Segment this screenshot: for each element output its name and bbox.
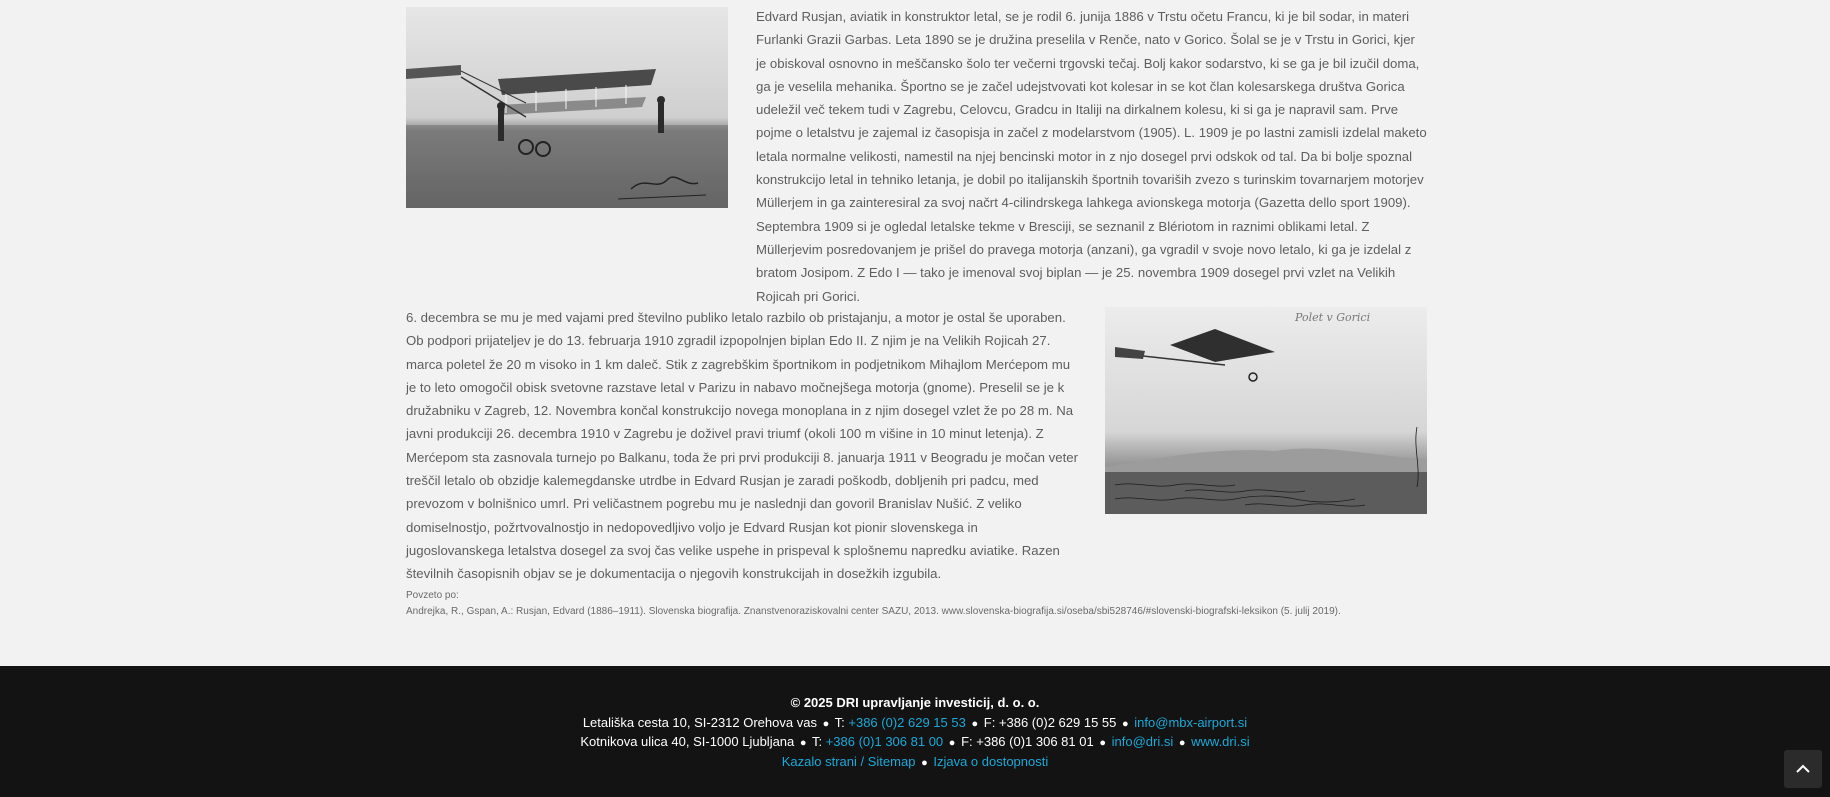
- photo-caption: Polet v Gorici: [1295, 311, 1371, 324]
- article-paragraph-1: Edvard Rusjan, aviatik in konstruktor letal, se je rodil 6. junija 1886 v Trstu očetu Francu, ki je bil sodar, in materi Furlanki Grazii Garbas. Leta 1890 se je družina preselila v Renče, nato v Gorico. Šolal se je v Trstu in Gorici, kjer je obiskoval osnovno in meščansko šolo ter večerni trgovski tečaj. Bolj kakor sodarstvo, ki se ga je bil izučil doma, ga je veselila mehanika. Športno se je začel udejstvovati kot kolesar in se kot član kolesarskega društva Gorica udeležil več tekem tudi v Zagrebu, Celovcu, Gradcu in Italiji na dirkalnem kolesu, ki si ga je napravil sam. Prve pojme o letalstvu je zajemal iz časopisja in začel z modelarstvom (1905). L. 1909 je po lastni zamisli izdelal maketo letala normalne velikosti, namestil na njej bencinski motor in z njo dosegel prvi odskok od tal. Da bi bolje spoznal konstrukcijo letal in tehniko letanja, je dobil po italijanskih športnih tovariših zvezo s turinskim tovarnarjem motorjev Müllerjem in ga zainteresiral za svoj načrt 4-cilindrskega lahkega avionskega motorja (Gazetta dello sport 1909). Septembra 1909 si je ogledal letalske tekme v Bresciji, se seznanil z Blériotom in raznimi oblikami letal. Z Müllerjevim posredovanjem je prišel do pravega motorja (anzani), ga vgradil v svoje novo letalo, ki ga je izdelal z bratom Josipom. Z Edo I — tako je imenoval svoj biplan — je 25. novembra 1909 dosegel prvi vzlet na Velikih Rojicah pri Gorici.: [756, 9, 1427, 304]
- bullet-separator: ●: [1178, 737, 1186, 749]
- monoplane-illustration: [1105, 307, 1427, 514]
- website-link[interactable]: www.dri.si: [1191, 734, 1250, 749]
- phone-label: T:: [834, 715, 845, 730]
- email-link-maribor[interactable]: info@mbx-airport.si: [1134, 715, 1248, 730]
- bullet-separator: ●: [1099, 737, 1106, 749]
- phone-link-maribor[interactable]: +386 (0)2 629 15 53: [848, 715, 966, 730]
- back-to-top-button[interactable]: [1784, 750, 1822, 788]
- bullet-separator: ●: [921, 757, 928, 769]
- bullet-separator: ●: [971, 718, 979, 730]
- rusjan-monoplane-photo: [1105, 307, 1427, 514]
- rusjan-biplane-photo: [406, 7, 728, 208]
- source-reference: [406, 588, 1428, 620]
- footer-links: [0, 752, 1830, 773]
- article-paragraph-2: 6. decembra se mu je med vajami pred številno publiko letalo razbilo ob pristajanju, a motor je ostal še uporaben. Ob podpori prijateljev je do 13. februarja 1910 zgradil izpopolnjen biplan Edo II. Z njim je na Velikih Rojicah 27. marca poletel že 20 m visoko in 1 km daleč. Stik z zagrebškim športnikom in podjetnikom Mihajlom Merćepom mu je to leto omogočil obisk svetovne razstave letal v Parizu in nabavo močnejšega motorja (gnome). Preselil se je k družabniku v Zagreb, 12. Novembra končal konstrukcijo novega monoplana in z njim dosegel vzlet že po 28 m. Na javni produkciji 26. decembra 1910 v Zagrebu je doživel pravi triumf (okoli 100 m višine in 10 minut letenja). Z Merćepom sta zasnovala turnejo po Balkanu, toda že pri prvi produkciji 8. januarja 1911 v Beogradu je močan veter treščil letalo ob obzidje kalemegdanske utrdbe in Edvard Rusjan je zaradi poškodb, dobljenih pri padcu, med prevozom v bolnišnico umrl. Pri veličastnem pogrebu mu je naslednji dan govoril Branislav Nušić. Z veliko domiselnostjo, požrtvovalnostjo in nedopovedljivo voljo je Edvard Rusjan kot pionir slovenskega in jugoslovanskega letalstva dosegel za svoj čas velike uspehe in prispeval k splošnemu napredku aviatike. Razen številnih časopisnih objav se je dokumentacija o njegovih konstrukcijah in dosežkih izgubila.: [406, 310, 1078, 582]
- bullet-separator: ●: [799, 737, 807, 749]
- site-footer: [0, 666, 1830, 797]
- footer-contact-ljubljana: [0, 732, 1830, 753]
- source-label: Povzeto po:: [406, 590, 459, 601]
- source-citation: Andrejka, R., Gspan, A.: Rusjan, Edvard (1886–1911). Slovenska biografija. Znanstvenoraziskovalni center SAZU, 2013. www.slovenska-biografija.si/oseba/sbi528746/#slovenski-biografski-leksikon (5. julij 2019).: [406, 606, 1341, 617]
- address-ljubljana: Kotnikova ulica 40, SI-1000 Ljubljana: [580, 734, 795, 749]
- sitemap-link[interactable]: Kazalo strani / Sitemap: [781, 754, 916, 769]
- email-link-ljubljana[interactable]: info@dri.si: [1111, 734, 1174, 749]
- accessibility-statement-link[interactable]: Izjava o dostopnosti: [933, 754, 1049, 769]
- bullet-separator: ●: [948, 737, 956, 749]
- phone-label: T:: [811, 734, 823, 749]
- footer-copyright: © 2025 DRI upravljanje investicij, d. o. o.: [790, 695, 1040, 710]
- chevron-up-icon: [1795, 764, 1811, 774]
- address-maribor: Letališka cesta 10, SI-2312 Orehova vas: [582, 715, 817, 730]
- fax-maribor: F: +386 (0)2 629 15 55: [983, 715, 1117, 730]
- fax-ljubljana: F: +386 (0)1 306 81 01: [961, 734, 1094, 749]
- phone-link-ljubljana[interactable]: +386 (0)1 306 81 00: [825, 734, 944, 749]
- footer-contact-maribor: [0, 713, 1830, 734]
- biplane-illustration: [406, 7, 728, 208]
- bullet-separator: ●: [822, 718, 830, 730]
- bullet-separator: ●: [1122, 718, 1129, 730]
